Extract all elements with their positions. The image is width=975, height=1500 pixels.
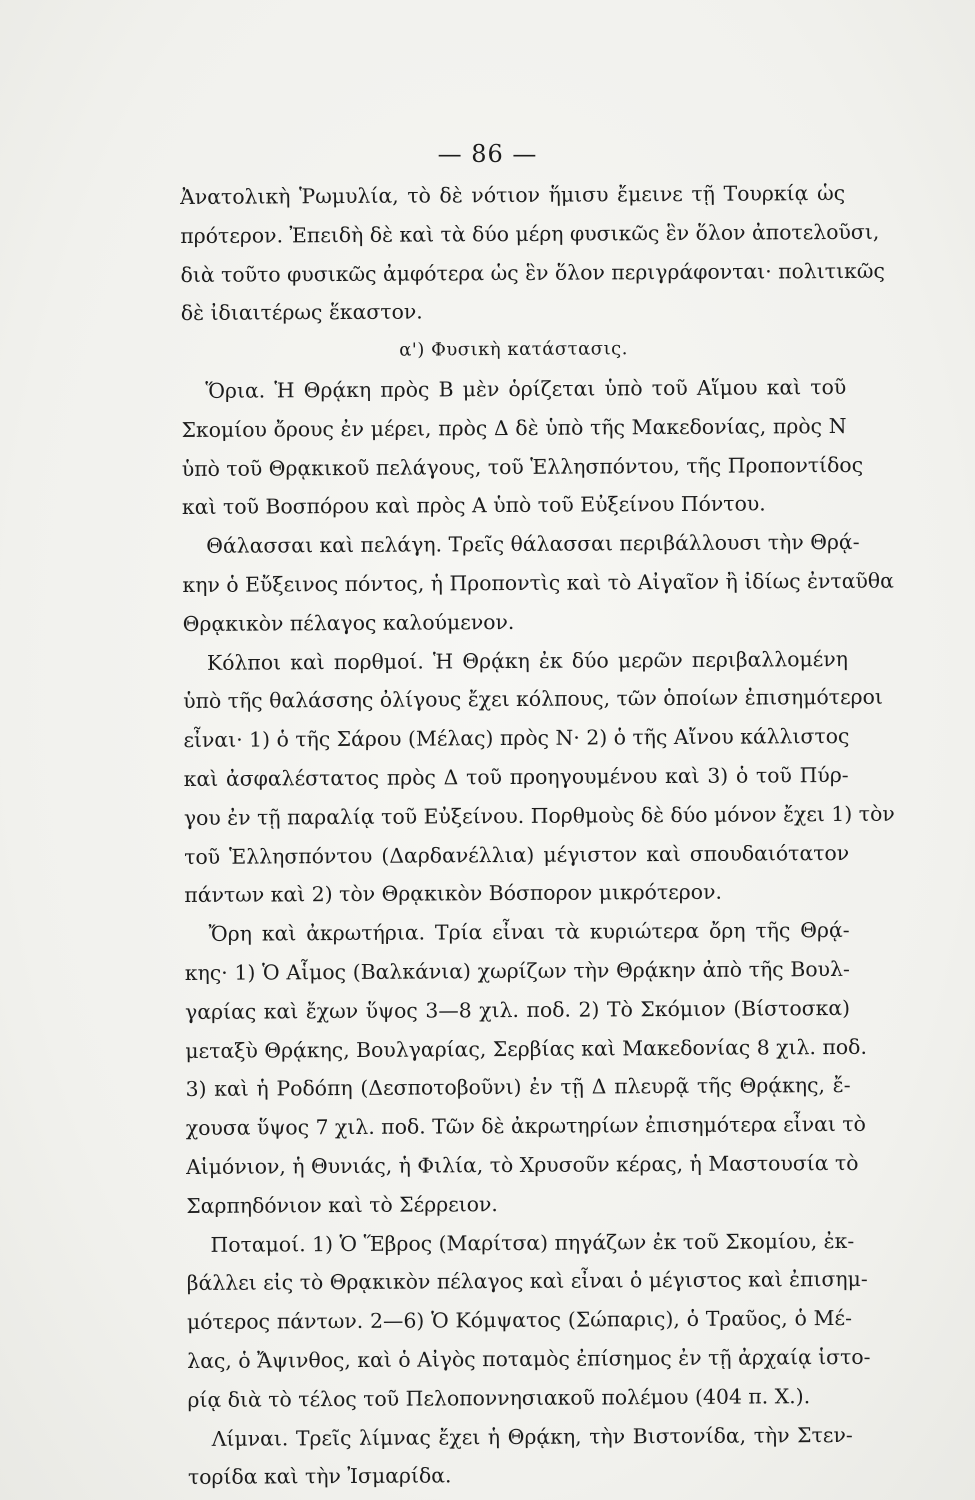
text-line: πάντων καὶ 2) τὸν Θρᾳκικὸν Βόσπορον μικρότερον.: [184, 880, 722, 908]
text-line: γαρίας καὶ ἔχων ὕψος 3—8 χιλ. ποδ. 2) Τὸ Σκόμιον (Βίστοσκα): [185, 995, 851, 1024]
section-heading: α') Φυσικὴ κατάστασις.: [399, 338, 628, 361]
text-line: Κόλποι καὶ πορθμοί. Ἡ Θρᾴκη ἐκ δύο μερῶν περιβαλλομένη: [206, 646, 849, 675]
text-line: Αἱμόνιον, ἡ Θυνιάς, ἡ Φιλία, τὸ Χρυσοῦν κέρας, ἡ Μαστουσία τὸ: [185, 1150, 859, 1179]
text-line: βάλλει εἰς τὸ Θρᾳκικὸν πέλαγος καὶ εἶναι ὁ μέγιστος καὶ ἐπισημ-: [186, 1267, 868, 1296]
text-line: Σαρπηδόνιον καὶ τὸ Σέρρειον.: [186, 1191, 498, 1218]
text-line: Σκομίου ὄρους ἐν μέρει, πρὸς Δ δὲ ὑπὸ τῆς Μακεδονίας, πρὸς Ν: [181, 413, 847, 442]
text-line: τοῦ Ἑλλησπόντου (Δαρδανέλλια) μέγιστον καὶ σπουδαιότατον: [184, 840, 850, 869]
text-line: δὲ ἰδιαιτέρως ἕκαστον.: [180, 299, 423, 326]
text-line: μότερος πάντων. 2—6) Ὁ Κόμψατος (Σώπαρις), ὁ Τραῦος, ὁ Μέ-: [186, 1306, 853, 1335]
text-line: Ἀνατολικὴ Ῥωμυλία, τὸ δὲ νότιον ἥμισυ ἔμεινε τῇ Τουρκίᾳ ὡς: [180, 180, 846, 209]
text-line: λας, ὁ Ἄψινθος, καὶ ὁ Αἰγὸς ποταμὸς ἐπίσημος ἐν τῇ ἀρχαίᾳ ἱστο-: [187, 1344, 871, 1373]
text-line: Ποταμοί. 1) Ὁ Ἕβρος (Μαρίτσα) πηγάζων ἐκ τοῦ Σκομίου, ἐκ-: [210, 1228, 855, 1257]
text-line: Ὄρη καὶ ἀκρωτήρια. Τρία εἶναι τὰ κυριώτερα ὄρη τῆς Θρᾴ-: [208, 918, 850, 946]
text-line: καὶ ἀσφαλέστατος πρὸς Δ τοῦ προηγουμένου καὶ 3) ὁ τοῦ Πύρ-: [183, 762, 849, 791]
text-line: κης· 1) Ὁ Αἷμος (Βαλκάνια) χωρίζων τὴν Θρᾴκην ἀπὸ τῆς Βουλ-: [184, 956, 850, 985]
text-line: τορίδα καὶ τὴν Ἰσμαρίδα.: [187, 1463, 452, 1490]
text-line: Ὅρια. Ἡ Θρᾴκη πρὸς Β μὲν ὁρίζεται ὑπὸ τοῦ Αἵμου καὶ τοῦ: [205, 374, 847, 403]
text-line: ρίᾳ διὰ τὸ τέλος τοῦ Πελοποννησιακοῦ πολέμου (404 π. Χ.).: [187, 1383, 811, 1412]
text-line: μεταξὺ Θρᾴκης, Βουλγαρίας, Σερβίας καὶ Μακεδονίας 8 χιλ. ποδ.: [185, 1034, 867, 1063]
body-text: [180, 174, 895, 1497]
text-line: ὑπὸ τοῦ Θρᾳκικοῦ πελάγους, τοῦ Ἑλλησπόντου, τῆς Προποντίδος: [181, 452, 864, 481]
text-line: 3) καὶ ἡ Ροδόπη (Δεσποτοβοῦνι) ἐν τῇ Δ πλευρᾷ τῆς Θρᾴκης, ἔ-: [185, 1073, 851, 1102]
text-line: Θρᾳκικὸν πέλαγος καλούμενον.: [182, 609, 515, 636]
text-line: Θάλασσαι καὶ πελάγη. Τρεῖς θάλασσαι περιβάλλουσι τὴν Θρᾴ-: [206, 530, 860, 559]
text-line: Λίμναι. Τρεῖς λίμνας ἔχει ἡ Θρᾴκη, τὴν Βιστονίδα, τὴν Στεν-: [211, 1422, 853, 1451]
text-line: πρότερον. Ἐπειδὴ δὲ καὶ τὰ δύο μέρη φυσικῶς ἓν ὅλον ἀποτελοῦσι,: [180, 219, 880, 248]
text-line: κην ὁ Εὔξεινος πόντος, ἡ Προποντὶς καὶ τὸ Αἰγαῖον ἢ ἰδίως ἐνταῦθα: [182, 568, 894, 597]
text-line: καὶ τοῦ Βοσπόρου καὶ πρὸς Α ὑπὸ τοῦ Εὐξείνου Πόντου.: [181, 491, 766, 520]
text-line: διὰ τοῦτο φυσικῶς ἀμφότερα ὡς ἓν ὅλον περιγράφονται· πολιτικῶς: [180, 258, 885, 287]
text-line: χουσα ὕψος 7 χιλ. ποδ. Τῶν δὲ ἀκρωτηρίων ἐπισημότερα εἶναι τὸ: [185, 1111, 867, 1141]
text-line: εἶναι· 1) ὁ τῆς Σάρου (Μέλας) πρὸς Ν· 2) ὁ τῆς Αἴνου κάλλιστος: [183, 724, 850, 753]
page-number: — 86 —: [437, 140, 538, 168]
text-line: ὑπὸ τῆς θαλάσσης ὀλίγους ἔχει κόλπους, τῶν ὁποίων ἐπισημότεροι: [183, 685, 883, 714]
text-line: γου ἐν τῇ παραλίᾳ τοῦ Εὐξείνου. Πορθμοὺς δὲ δύο μόνον ἔχει 1) τὸν: [183, 801, 895, 830]
